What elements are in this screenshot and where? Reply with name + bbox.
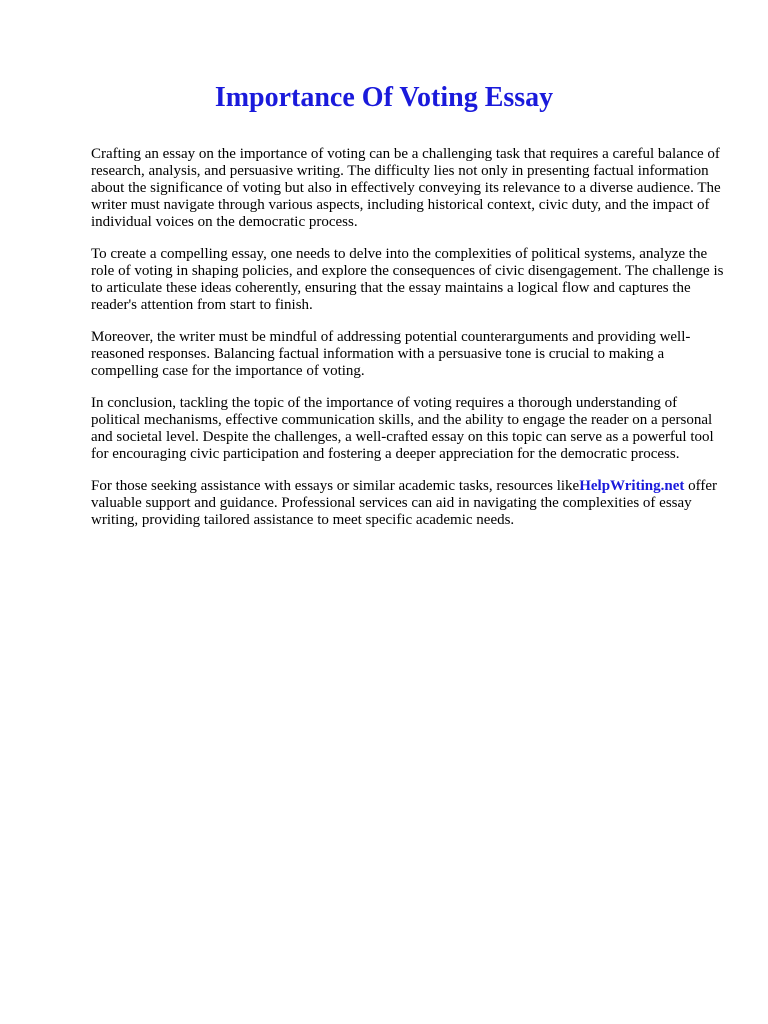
document-body: [91, 146, 727, 544]
paragraph-intro: Crafting an essay on the importance of voting can be a challenging task that requires a careful balance of research, analysis, and persuasive writing. The difficulty lies not only in presenting factual information about the significance of voting but also in effectively conveying its relevance to a diverse audience. The writer must navigate through various aspects, including historical context, civic duty, and the impact of individual voices on the democratic process.: [91, 146, 721, 230]
paragraph-compelling-essay: To create a compelling essay, one needs to delve into the complexities of political systems, analyze the role of voting in shaping policies, and explore the consequences of civic disengagement. The challenge is to articulate these ideas coherently, ensuring that the essay maintains a logical flow and captures the reader's attention from start to finish.: [91, 246, 724, 313]
paragraph-counterarguments: Moreover, the writer must be mindful of addressing potential counterarguments and providing well-reasoned responses. Balancing factual information with a persuasive tone is crucial to making a compelling case for the importance of voting.: [91, 329, 691, 379]
paragraph-assistance: [91, 478, 727, 529]
paragraph-conclusion: In conclusion, tackling the topic of the importance of voting requires a thorough understanding of political mechanisms, effective communication skills, and the ability to engage the reader on a personal and societal level. Despite the challenges, a well-crafted essay on this topic can serve as a powerful tool for encouraging civic participation and fostering a deeper appreciation for the democratic process.: [91, 395, 714, 462]
helpwriting-link[interactable]: HelpWriting.net: [579, 478, 685, 494]
assistance-text-after-link: offer valuable support and guidance. Professional services can aid in navigating the complexities of essay writing, providing tailored assistance to meet specific academic needs.: [91, 478, 717, 528]
document-title: Importance Of Voting Essay: [214, 82, 554, 113]
assistance-text-before-link: For those seeking assistance with essays or similar academic tasks, resources like: [91, 478, 580, 494]
